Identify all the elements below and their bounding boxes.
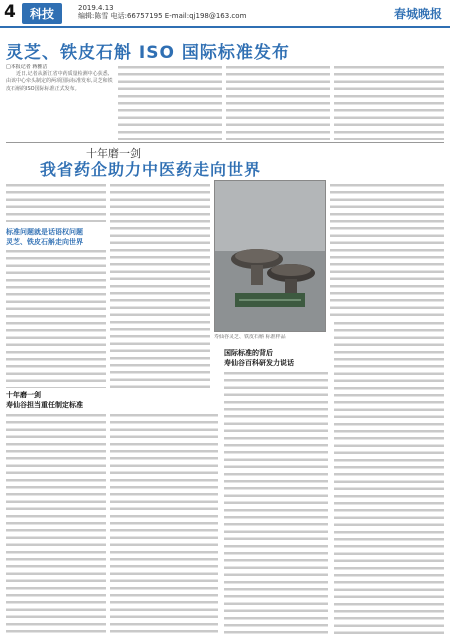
photo-caption: 寿仙谷灵芝、铁皮石斛 标准样品: [214, 334, 286, 340]
subhead-2: 灵芝、铁皮石斛走向世界: [6, 238, 83, 246]
header-meta: [78, 4, 246, 20]
lingzhi-icon: [215, 181, 325, 331]
subhead-6: 寿仙谷百科研发力说话: [224, 359, 294, 367]
page-header: [0, 0, 450, 28]
main-headline: 灵芝、铁皮石斛 ISO 国际标准发布: [6, 43, 290, 63]
top-story-column-1: [6, 64, 114, 140]
subhead-1: 标准问题就是话语权问题: [6, 228, 83, 236]
feature-kicker: 十年磨一剑: [86, 147, 141, 160]
feature-column-1-top: [6, 182, 106, 222]
feature-column-5: [224, 370, 328, 634]
feature-column-7: [6, 412, 106, 634]
page-number: 4: [4, 2, 16, 22]
feature-photo: [214, 180, 326, 332]
header-editor-line: 编辑:陈雪 电话:66757195 E-mail:qj198@163.com: [78, 12, 247, 20]
feature-column-8: [110, 412, 218, 634]
top-story-lead: 近日,记者从浙江省中药质量检测中心获悉,由该中心牵头制定的两项国际标准发布,灵芝和铁皮石斛的ISO国际标准正式发布。: [6, 71, 113, 92]
subhead-3: 十年磨一剑: [6, 391, 41, 399]
section-label: 科技: [22, 3, 62, 24]
divider: [6, 142, 444, 143]
top-story-column-3: [226, 64, 330, 140]
feature-column-4-top: [330, 182, 444, 317]
subhead-4: 寿仙谷担当重任制定标准: [6, 401, 83, 409]
subhead-5: 国际标准的背后: [224, 349, 273, 357]
feature-headline: 我省药企助力中医药走向世界: [40, 160, 262, 179]
feature-column-2: [110, 182, 210, 388]
top-story-column-2: [118, 64, 222, 140]
newspaper-brand: 春城晚报: [393, 7, 442, 21]
header-date: 2019.4.13: [78, 4, 114, 12]
byline: □本报记者 蒋雅洁: [6, 64, 48, 70]
top-story-column-4: [334, 64, 444, 140]
feature-column-1-body: [6, 248, 106, 388]
feature-column-6: [334, 320, 444, 634]
